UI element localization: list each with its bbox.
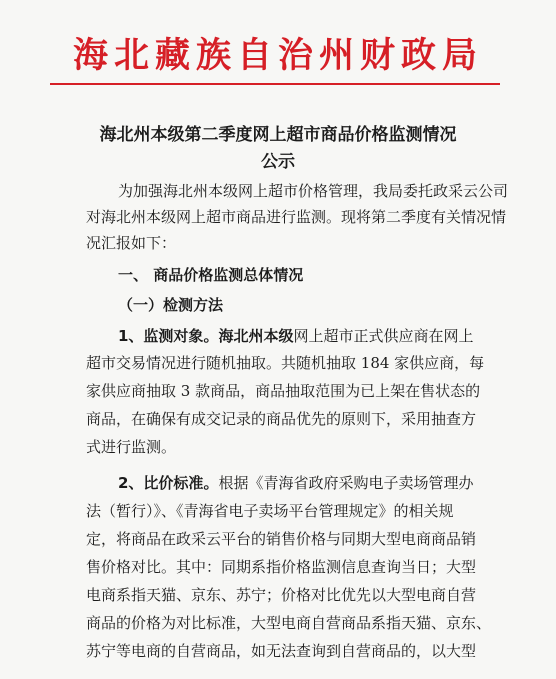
item1-subject: 海北州本级 [218,327,294,345]
item2-line: 售价格对比。其中：同期系指价格监测信息查询当日；大型 [86,558,477,576]
letterhead-red-rule [50,83,500,85]
section-heading: 一、 商品价格监测总体情况 [118,266,304,284]
intro-line: 为加强海北州本级网上超市价格管理，我局委托政采云公司 [118,182,509,200]
item1-label: 1、监测对象。 [118,327,219,345]
item1-line: 商品，在确保有成交记录的商品优先的原则下，采用抽查方 [86,410,477,428]
item2-line: 电商系指天猫、京东、苏宁；价格对比优先以大型电商自营 [86,586,477,604]
item2-line: 苏宁等电商的自营商品，如无法查询到自营商品的，以大型 [86,642,477,660]
item2-label: 2、比价标准。 [118,474,219,492]
item2-line: 法（暂行）》、《青海省电子卖场平台管理规定》的相关规 [86,502,454,520]
item1-line: 家供应商抽取 3 款商品，商品抽取范围为已上架在售状态的 [86,382,481,400]
intro-line: 对海北州本级网上超市商品进行监测。现将第二季度有关情况情 [86,208,507,226]
subsection-heading: （一）检测方法 [118,296,224,314]
item1-line: 式进行监测。 [86,438,177,456]
item2-line: 商品的价格为对比标准，大型电商自营商品系指天猫、京东、 [86,614,492,632]
item1-first-line-text: 网上超市正式供应商在网上 [293,327,474,345]
item2-line: 定，将商品在政采云平台的销售价格与同期大型电商商品销 [86,530,477,548]
item2-first-line-text: 根据《青海省政府采购电子卖场管理办 [218,474,474,492]
item2-first-line [118,473,473,493]
intro-line: 况汇报如下： [86,234,177,252]
document-title-line1: 海北州本级第二季度网上超市商品价格监测情况 [99,125,457,145]
item1-line: 超市交易情况进行随机抽取。共随机抽取 184 家供应商，每 [86,354,485,372]
document-title-line2: 公示 [261,152,295,172]
item1-first-line [118,326,473,346]
org-letterhead-title: 海北藏族自治州财政局 [72,35,483,76]
